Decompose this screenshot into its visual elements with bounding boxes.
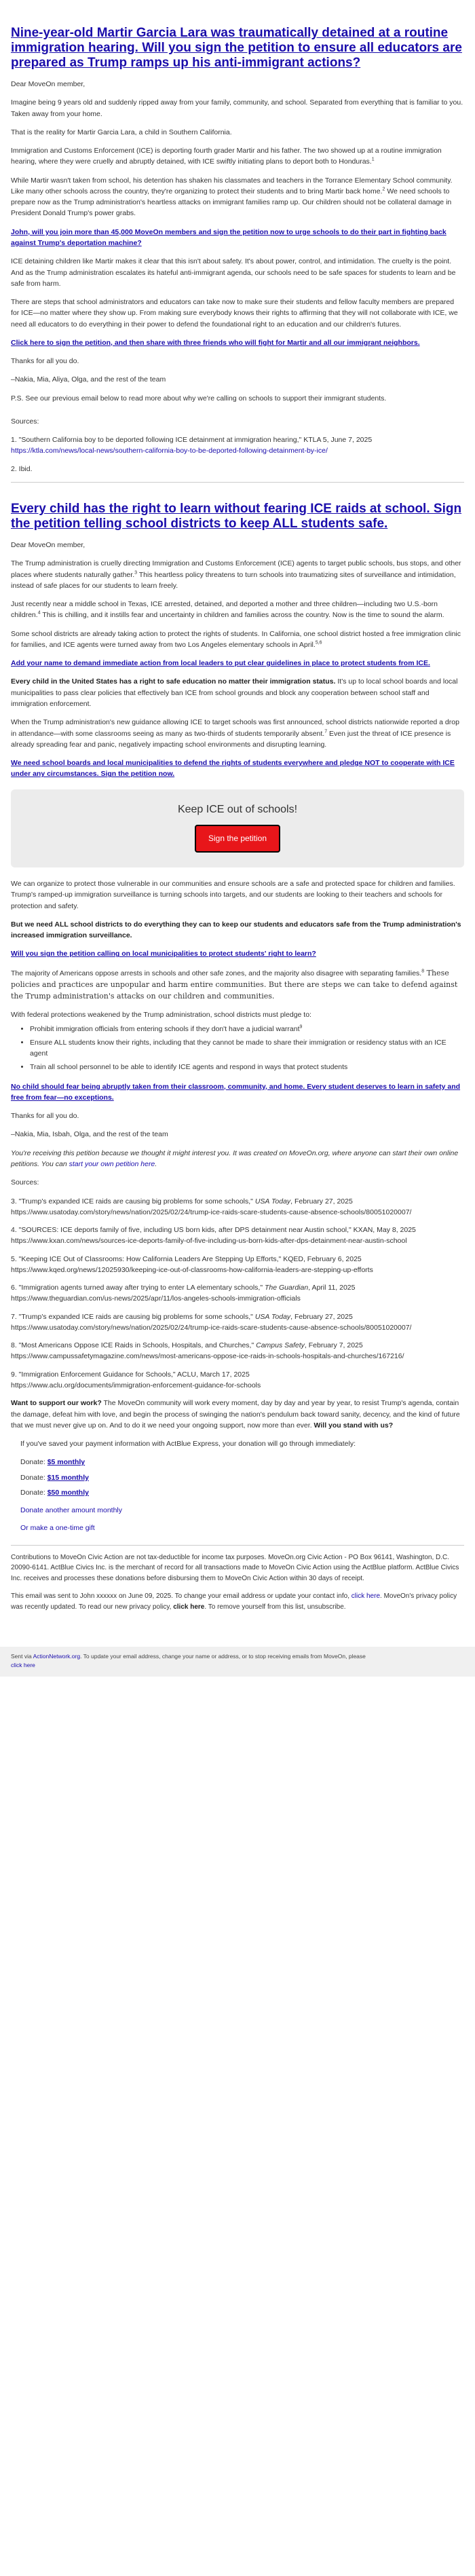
divider [11, 482, 464, 483]
footnote-ref: 2 [382, 187, 385, 192]
donate-row [20, 1472, 464, 1483]
source-date: , February 27, 2025 [290, 1312, 353, 1321]
thanks-text: Thanks for all you do. [11, 357, 79, 366]
source-publication: Campus Safety [256, 1341, 305, 1350]
donate-row [20, 1487, 464, 1498]
paragraph-text: This is chilling, and it instills fear and uncertainty in children and families across the country. Now is the time to sound the alarm. [40, 611, 444, 620]
ps-text: P.S. See our previous email below to read more about why we're calling on schools to support their immigrant students. [11, 394, 387, 403]
source-item [11, 434, 464, 457]
petition-cta-link[interactable]: We need school boards and local municipalities to defend the rights of students everywhere and pledge NOT to cooperate with ICE under any circumstances. Sign the petition now. [11, 759, 455, 779]
sent-text: . MoveOn's privacy policy was recently updated. To read our new privacy policy, [11, 1592, 457, 1611]
paragraph-text: These policies and practices are unpopular and harm entire communities. But there are steps we can take to defend against the Trump administration's attacks on our children and communities. [11, 968, 458, 1001]
paragraph-text: Immigration and Customs Enforcement (ICE) is deporting fourth grader Martir and his father. The two showed up at a routine immigration hearing, where they were cruelly and abruptly detained, with ICE swiftly initiating plans to deport both to Honduras. [11, 147, 442, 166]
support-text: The MoveOn community will work every moment, day by day and year by year, to resist Trump's agenda, contain the damage, defeat him with love, and begin the process of swinging the nation's pendulum back toward sanity, decency, and the kind of future that we must never give up on. And to do it we need your ongoing support, now more than ever. [11, 1399, 460, 1430]
petition-link[interactable] [11, 227, 464, 249]
footer-bar-text: Sent via [11, 1653, 32, 1660]
start-petition-link[interactable]: start your own petition here [69, 1160, 155, 1169]
paragraph [11, 676, 464, 709]
paragraph-bold: But we need ALL school districts to do everything they can to keep our students and educators safe from the Trump administration's increased immigration surveillance. [11, 920, 461, 940]
sent-text: . To remove yourself from this list, unsubscribe. [204, 1603, 346, 1611]
paragraph [11, 629, 464, 651]
privacy-policy-link[interactable]: click here [173, 1603, 205, 1611]
paragraph: There are steps that school administrators and educators can take now to make sure their students and fellow faculty members are prepared for ICE—no matter where they show up. From making sure everybody knows their rights to affirming that they will not collaborate with ICE, we need all educators to do everything in their power to defend the foundational right to an education and our children's futures. [11, 298, 458, 329]
petition-link[interactable] [11, 758, 464, 780]
source-item [11, 1369, 464, 1392]
note-text: You're receiving this petition because we thought it might interest you. It was created on MoveOn.org, where anyone can start their own online petitions. You can [11, 1149, 459, 1169]
paragraph-text: When the Trump administration's new guidance allowing ICE to target schools was first announced, school districts nationwide reported a drop in attendance—with some classrooms seeing as many as two-thirds of students temporarily absent. [11, 718, 459, 738]
source-date: , April 11, 2025 [308, 1284, 356, 1292]
petition-cta-link[interactable]: No child should fear being abruptly taken from their classroom, community, and home. Every student deserves to learn in safety and free from fear—no exceptions. [11, 1082, 461, 1102]
source-date: KXAN, May 8, 2025 [351, 1226, 416, 1235]
paragraph-text: We need schools to prepare now as the Trump administration's heartless attacks on immigrant families ramp up. Our children should not be collateral damage in President Donald Trump's power grabs. [11, 187, 452, 218]
source-item [11, 1225, 464, 1247]
petition-origin-note: You're receiving this petition because we thought it might interest you. It was created on MoveOn.org, where anyone can start their own online petitions. You can start your own petition here. [11, 1149, 459, 1169]
donate-5-link[interactable]: $5 monthly [47, 1458, 86, 1467]
source-text: 9. "Immigration Enforcement Guidance for Schools," [11, 1370, 176, 1379]
donate-label: Donate: [20, 1488, 45, 1497]
paragraph [11, 967, 464, 1003]
paragraph [11, 717, 464, 750]
headline-2[interactable]: Every child has the right to learn without fearing ICE raids at school. Sign the petition telling school districts to keep ALL students safe. [11, 502, 462, 531]
footnote-ref: 4 [37, 610, 41, 616]
source-url[interactable]: https://www.kxan.com/news/sources-ice-deports-family-of-five-including-us-born-kids-after-dps-detainment-near-austin-school [11, 1237, 407, 1246]
footnote-ref: 5,6 [315, 640, 322, 646]
source-item [11, 1196, 464, 1218]
source-item [11, 1311, 464, 1334]
list-item [30, 1024, 464, 1034]
paragraph [11, 145, 464, 168]
source-item [11, 1340, 464, 1362]
greeting-2: Dear MoveOn member, [11, 541, 86, 550]
footnote-ref: 1 [371, 157, 375, 162]
paragraph: ICE detaining children like Martir makes it clear that this isn't about safety. It's about power, control, and intimidation. The cruelty is the point. And as the Trump administration escalates its hateful anti-immigrant agenda, our schools need to be safe spaces for students to learn and be safe from harm. [11, 257, 456, 288]
sign-petition-button[interactable]: Sign the petition [195, 825, 280, 853]
source-url[interactable]: https://www.aclu.org/documents/immigration-enforcement-guidance-for-schools [11, 1381, 261, 1389]
donate-block [11, 1438, 464, 1534]
paragraph: With federal protections weakened by the Trump administration, school districts must pledge to: [11, 1011, 311, 1020]
footnote-ref: 3 [134, 570, 138, 576]
list-item-text: Prohibit immigration officials from entering schools if they don't have a judicial warrant [30, 1024, 300, 1033]
sources-label: Sources: [11, 1178, 39, 1187]
source-item: 2. Ibid. [11, 464, 33, 473]
paragraph-bold: Every child in the United States has a right to safe education no matter their immigration status. [11, 677, 336, 686]
source-date: , February 27, 2025 [290, 1197, 353, 1206]
signoff-text: –Nakia, Mia, Isbah, Olga, and the rest of the team [11, 1130, 168, 1139]
paragraph-text: Even just the threat of ICE presence is already spreading fear and panic, negatively impacting school environments and disrupting learning. [11, 729, 451, 749]
paragraph: We can organize to protect those vulnerable in our communities and ensure schools are a safe and protected space for children and families. Trump's ramped-up immigration surveillance is turning schools into targets, and our students are looking to their teachers and schools for protection and safety. [11, 879, 455, 910]
source-publication: USA Today [254, 1197, 291, 1206]
donate-50-link[interactable]: $50 monthly [47, 1488, 89, 1497]
petition-cta-link[interactable]: Click here to sign the petition, and then share with three friends who will fight for Martir and all our immigrant neighbors. [11, 338, 420, 347]
actblue-note: If you've saved your payment information with ActBlue Express, your donation will go through immediately: [20, 1440, 356, 1449]
paragraph [11, 175, 464, 219]
signoff-text: –Nakia, Mia, Aliya, Olga, and the rest of the team [11, 375, 166, 384]
footer-bar-text: . To update your email address, change your name or address, or to stop receiving emails from MoveOn, please [80, 1653, 366, 1660]
paragraph: Imagine being 9 years old and suddenly ripped away from your family, community, and school. Separated from everything that is familiar to you. Taken away from your home. [11, 98, 463, 118]
paragraph [11, 558, 464, 591]
sent-text: This email was sent to John xxxxxx on June 09, 2025. To change your email address or update your contact info, [11, 1592, 349, 1601]
paragraph-text: The Trump administration is cruelly directing Immigration and Customs Enforcement (ICE) agents to target public schools, bus stops, and other places where students naturally gather. [11, 559, 461, 579]
thanks-text: Thanks for all you do. [11, 1112, 79, 1121]
unsubscribe-link[interactable]: click here [11, 1661, 35, 1668]
donate-row [20, 1505, 464, 1516]
paragraph-text: Some school districts are already taking action to protect the rights of students. In California, one school district hosted a free immigration clinic for families, and ICE agents were turned away from two Los Angeles elementary schools in April. [11, 629, 461, 649]
divider [11, 1545, 464, 1546]
source-text: 3. "Trump's expanded ICE raids are causing big problems for some schools," [11, 1197, 253, 1206]
support-heading: Want to support our work? [11, 1399, 102, 1408]
source-url[interactable]: https://ktla.com/news/local-news/southern-california-boy-to-be-deported-following-detainment-by-ice/ [11, 447, 328, 455]
source-url[interactable]: https://www.usatoday.com/story/news/nation/2025/02/24/trump-ice-raids-scare-students-cause-absence-schools/80051020007/ [11, 1323, 412, 1332]
donate-other-link[interactable]: Donate another amount monthly [20, 1506, 123, 1515]
list-item: • Train all school personnel to be able to identify ICE agents and respond in ways that protect students [30, 1062, 464, 1072]
headline-1[interactable]: Nine-year-old Martir Garcia Lara was traumatically detained at a routine immigration hearing. Will you sign the petition to ensure all educators are prepared as Trump ramps up his anti-immigrant actions? [11, 26, 462, 71]
paragraph-text: This heartless policy threatens to turn schools into traumatizing sites of surveillance and intimidation, instead of safe places for our students to learn freely. [11, 570, 456, 590]
actionnetwork-link[interactable]: ActionNetwork.org [33, 1653, 81, 1660]
petition-link[interactable] [11, 948, 464, 959]
paragraph: That is the reality for Martir Garcia Lara, a child in Southern California. [11, 128, 232, 136]
source-url[interactable]: https://www.kqed.org/news/12025930/keeping-ice-out-of-classrooms-how-california-leaders-are-stepping-up-efforts [11, 1265, 373, 1274]
petition-link[interactable] [11, 1081, 464, 1104]
footer-bar [0, 1647, 475, 1677]
source-url[interactable]: https://www.campussafetymagazine.com/news/most-americans-oppose-ice-raids-in-schools-hospitals-and-churches/167216/ [11, 1352, 404, 1361]
donate-label: Donate: [20, 1473, 45, 1482]
footnote-ref: 8 [421, 969, 425, 974]
petition-cta-link[interactable]: Will you sign the petition calling on local municipalities to protect students' right to learn? [11, 950, 316, 958]
source-text: 7. "Trump's expanded ICE raids are causing big problems for some schools," [11, 1312, 253, 1321]
paragraph-text: It's up to local school boards and local municipalities to pass clear policies that effectively ban ICE from school grounds and block any cooperation between school staff and immigration enforcement. [11, 677, 458, 708]
greeting-1: Dear MoveOn member, [11, 80, 86, 89]
source-url[interactable]: https://www.usatoday.com/story/news/nation/2025/02/24/trump-ice-raids-scare-students-cause-absence-schools/80051020007/ [11, 1208, 412, 1216]
donate-row [20, 1523, 464, 1533]
sent-to-text [11, 1591, 464, 1612]
source-date: , February 7, 2025 [304, 1341, 363, 1350]
footnote-ref: 7 [324, 729, 328, 734]
callout-heading: Keep ICE out of schools! [177, 803, 298, 815]
petition-callout-box [11, 789, 464, 867]
petition-cta-link[interactable]: Add your name to demand immediate action from local leaders to put clear guidelines in place to protect students from ICE. [11, 659, 430, 668]
petition-link[interactable] [11, 658, 464, 669]
support-question: Will you stand with us? [314, 1421, 394, 1430]
donate-row [20, 1457, 464, 1468]
source-text: 4. "SOURCES: ICE deports family of five, including US born kids, after DPS detainment near Austin school," [11, 1226, 352, 1235]
one-time-gift-link[interactable]: Or make a one-time gift [20, 1524, 95, 1533]
source-date: KQED, February 6, 2025 [281, 1254, 362, 1263]
source-url[interactable]: https://www.theguardian.com/us-news/2025/apr/11/los-angeles-schools-immigration-officials [11, 1294, 301, 1303]
source-item [11, 1282, 464, 1305]
source-text: 5. "Keeping ICE Out of Classrooms: How California Leaders Are Stepping Up Efforts," [11, 1254, 282, 1263]
paragraph-text: Just recently near a middle school in Texas, ICE arrested, detained, and deported a mother and three children—including two U.S.-born children. [11, 600, 438, 620]
spacer [11, 1620, 464, 1647]
pledge-list [11, 1024, 464, 1073]
source-item [11, 1254, 464, 1276]
paragraph-text: While Martir wasn't taken from school, his detention has shaken his classmates and teachers in the Torrance Elementary School community. Like many other schools across the country, they're organizing to protect their students and to bring Martir back home. [11, 176, 453, 195]
source-text: 8. "Most Americans Oppose ICE Raids in Schools, Hospitals, and Churches," [11, 1341, 254, 1350]
sources-label: Sources: [11, 417, 39, 426]
support-paragraph [11, 1398, 464, 1431]
donate-label: Donate: [20, 1458, 45, 1467]
donate-15-link[interactable]: $15 monthly [47, 1473, 89, 1482]
source-date: ACLU, March 17, 2025 [175, 1370, 250, 1379]
source-publication: USA Today [254, 1312, 291, 1321]
paragraph-text: The majority of Americans oppose arrests in schools and other safe zones, and the majority also disagree with separating families. [11, 969, 422, 977]
paragraph [11, 599, 464, 621]
sources-list [11, 1196, 464, 1392]
source-text: 6. "Immigration agents turned away after trying to enter LA elementary schools," [11, 1284, 263, 1292]
update-contact-link[interactable]: click here [351, 1592, 381, 1601]
legal-text: Contributions to MoveOn Civic Action are not tax-deductible for income tax purposes. MoveOn.org Civic Action - PO Box 96141, Washington, D.C. 20090-6141. ActBlue Civics Inc. is the merchant of record for all transactions made to MoveOn Civic Action using the ActBlue platform. ActBlue Civics Inc. receives and processes these donations before disbursing them to MoveOn Civic Action within 30 days of receipt. [11, 1553, 459, 1582]
petition-cta-link[interactable]: John, will you join more than 45,000 MoveOn members and sign the petition now to urge schools to do their part in fighting back against Trump's deportation machine? [11, 227, 446, 248]
source-text: 1. "Southern California boy to be deported following ICE detainment at immigration hearing," KTLA 5, June 7, 2025 [11, 436, 373, 445]
source-publication: The Guardian [264, 1284, 309, 1292]
footnote-ref: 9 [299, 1024, 303, 1030]
petition-link[interactable] [11, 337, 464, 348]
list-item: • Ensure ALL students know their rights, including that they cannot be made to share their immigration or residency status with an ICE agent [30, 1037, 464, 1060]
